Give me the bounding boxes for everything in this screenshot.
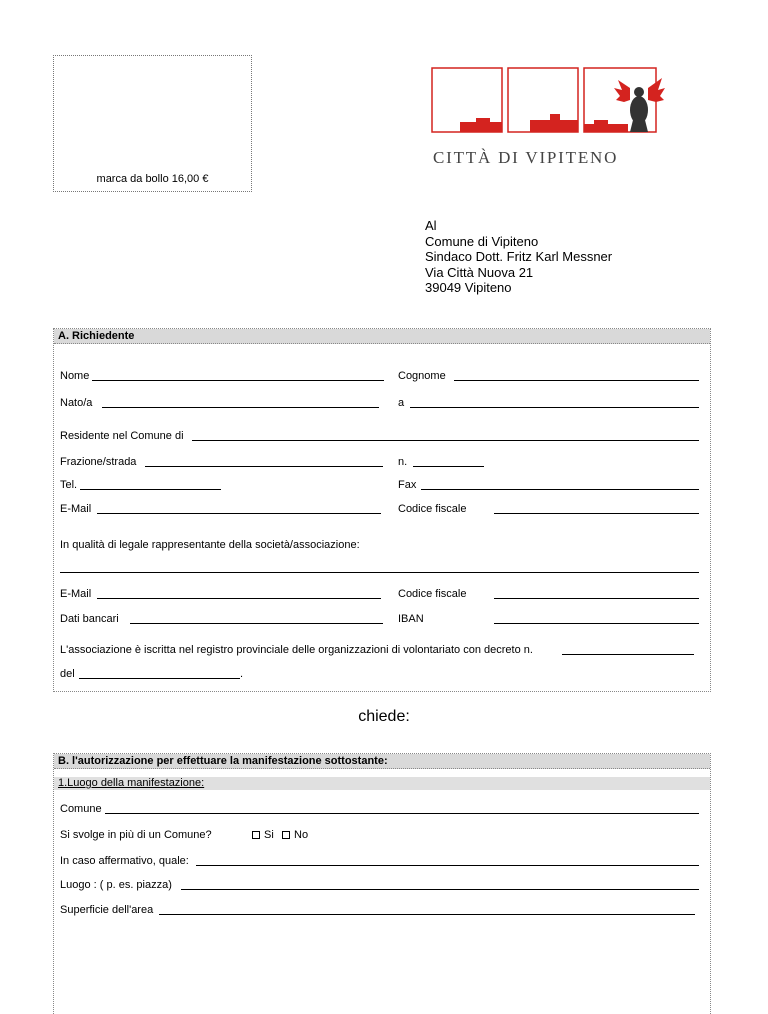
label-nato: Nato/a [60, 397, 93, 409]
input-email-associazione[interactable] [97, 598, 381, 599]
input-nato[interactable] [102, 407, 379, 408]
checkbox-no[interactable] [282, 831, 290, 839]
input-luogo-nascita[interactable] [410, 407, 699, 408]
label-luogo: Luogo : ( p. es. piazza) [60, 879, 172, 891]
option-si[interactable] [252, 829, 274, 841]
label-comune: Comune [60, 803, 102, 815]
input-comune[interactable] [105, 813, 699, 814]
input-codice-fiscale[interactable] [494, 513, 699, 514]
label-registro: L'associazione è iscritta nel registro provinciale delle organizzazioni di volontariato con decreto n. [60, 644, 533, 656]
label-frazione: Frazione/strada [60, 456, 137, 468]
input-decreto-numero[interactable] [562, 654, 694, 655]
checkbox-si[interactable] [252, 831, 260, 839]
logo-text: CITTÀ DI VIPITENO [433, 148, 619, 167]
input-associazione[interactable] [60, 572, 699, 573]
label-dati-bancari: Dati bancari [60, 613, 119, 625]
label-piu-comuni: Si svolge in più di un Comune? [60, 829, 212, 841]
input-tel[interactable] [80, 489, 221, 490]
recipient-line: Via Città Nuova 21 [425, 264, 534, 280]
label-del: del [60, 668, 75, 680]
recipient-line: Sindaco Dott. Fritz Karl Messner [425, 249, 613, 264]
input-frazione[interactable] [145, 466, 383, 467]
label-cognome: Cognome [398, 370, 446, 382]
label-fax: Fax [398, 479, 417, 491]
label-nome: Nome [60, 370, 90, 382]
label-codice-fiscale: Codice fiscale [398, 503, 467, 515]
recipient-line: Comune di Vipiteno [425, 233, 539, 249]
input-luogo[interactable] [181, 889, 699, 890]
input-residente[interactable] [192, 440, 699, 441]
input-cognome[interactable] [454, 380, 699, 381]
input-iban[interactable] [494, 623, 699, 624]
label-iban: IBAN [398, 613, 424, 625]
section-b-subtitle: 1.Luogo della manifestazione: [54, 777, 710, 790]
recipient-line: 39049 Vipiteno [425, 280, 512, 295]
input-numero[interactable] [413, 466, 484, 467]
label-residente: Residente nel Comune di [60, 430, 184, 442]
label-del-suffix: . [240, 668, 244, 680]
section-applicant [53, 328, 711, 692]
input-superficie[interactable] [159, 914, 695, 915]
input-fax[interactable] [421, 489, 699, 490]
label-tel: Tel. [60, 479, 78, 491]
stamp-label: marca da bollo 16,00 € [96, 173, 209, 185]
revenue-stamp-box [53, 55, 252, 192]
input-quale[interactable] [196, 865, 699, 866]
section-b-title: B. l'autorizzazione per effettuare la manifestazione sottostante: [54, 754, 710, 769]
recipient-line: Al [425, 218, 437, 233]
input-email[interactable] [97, 513, 381, 514]
section-a-title: A. Richiedente [54, 329, 710, 344]
label-email: E-Mail [60, 503, 92, 515]
recipient-address [425, 218, 612, 296]
chiede-heading: chiede: [358, 708, 410, 725]
label-superficie: Superficie dell'area [60, 904, 154, 916]
input-codice-fiscale-associazione[interactable] [494, 598, 699, 599]
label-email-associazione: E-Mail [60, 588, 92, 600]
option-no[interactable] [282, 829, 308, 841]
input-nome[interactable] [92, 380, 384, 381]
label-legale-rappresentante: In qualità di legale rappresentante della società/associazione: [60, 539, 360, 551]
option-no-label: No [294, 829, 309, 841]
label-codice-fiscale-associazione: Codice fiscale [398, 588, 467, 600]
input-dati-bancari[interactable] [130, 623, 383, 624]
label-luogo-nascita: a [398, 397, 405, 409]
option-si-label: Si [264, 829, 274, 841]
label-numero: n. [398, 456, 408, 468]
label-quale: In caso affermativo, quale: [60, 855, 189, 867]
input-decreto-data[interactable] [79, 678, 240, 679]
eagle-coat-of-arms-icon [614, 78, 665, 132]
